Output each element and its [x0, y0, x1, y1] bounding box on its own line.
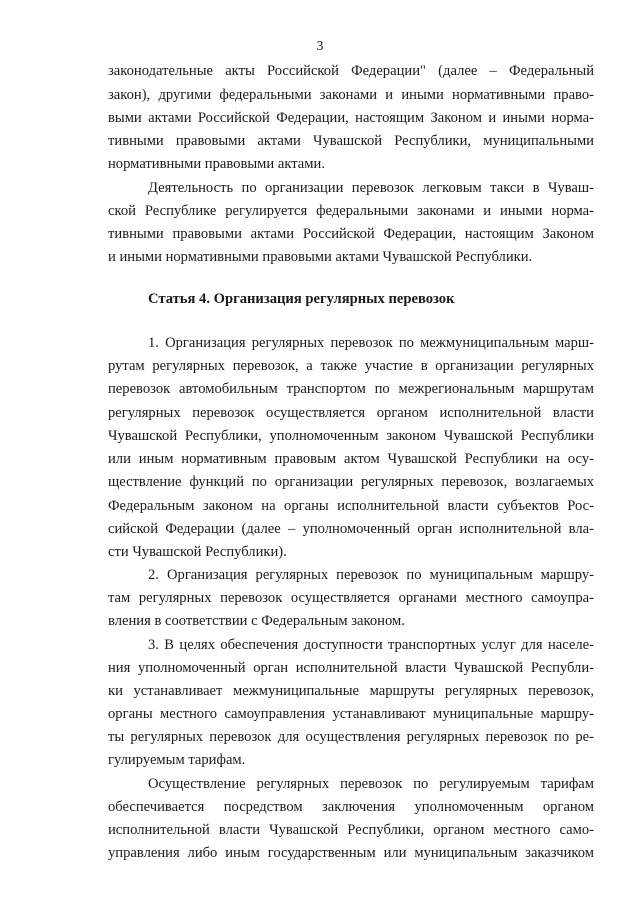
- text-line: тивными правовыми актами Чувашской Республики, муниципальными: [108, 133, 594, 149]
- text-line: Чувашской Республики, уполномоченным законом Чувашской Республики: [108, 428, 594, 444]
- text-line: гулируемым тарифам.: [108, 752, 246, 768]
- text-line: закон), другими федеральными законами и иными нормативными право-: [108, 87, 594, 103]
- text-line: или иным нормативным правовым актом Чувашской Республики на осу-: [108, 451, 594, 467]
- text-line: регулярных перевозок осуществляется органом исполнительной власти: [108, 405, 594, 421]
- text-line: ния уполномоченный орган исполнительной власти Чувашской Республи-: [108, 660, 594, 676]
- text-line: нормативными правовыми актами.: [108, 156, 325, 172]
- text-line: обеспечивается посредством заключения уполномоченным органом: [108, 799, 594, 815]
- text-line: Деятельность по организации перевозок легковым такси в Чуваш-: [148, 180, 594, 196]
- text-line: Федеральным законом на органы исполнительной власти субъектов Рос-: [108, 498, 594, 514]
- text-line: 3. В целях обеспечения доступности транспортных услуг для населе-: [148, 637, 594, 653]
- text-line: вления в соответствии с Федеральным законом.: [108, 613, 405, 629]
- text-line: рутам регулярных перевозок, а также участие в организации регулярных: [108, 358, 594, 374]
- text-line: тивными правовыми актами Российской Федерации, настоящим Законом: [108, 226, 594, 242]
- text-line: выми актами Российской Федерации, настоящим Законом и иными норма-: [108, 110, 594, 126]
- text-line: Осуществление регулярных перевозок по регулируемым тарифам: [148, 776, 594, 792]
- text-line: исполнительной власти Чувашской Республики, органом местного само-: [108, 822, 594, 838]
- text-line: там регулярных перевозок осуществляется органами местного самоупра-: [108, 590, 594, 606]
- text-line: и иными нормативными правовыми актами Чувашской Республики.: [108, 249, 533, 265]
- text-line: перевозок автомобильным транспортом по межрегиональным маршрутам: [108, 381, 594, 397]
- text-line: управления либо иным государственным или муниципальным заказчиком: [108, 845, 594, 861]
- page-number: 3: [316, 38, 324, 53]
- text-line: законодательные акты Российской Федерации" (далее – Федеральный: [108, 63, 594, 79]
- text-line: ществление функций по организации регулярных перевозок, возлагаемых: [108, 474, 594, 490]
- text-line: сти Чувашской Республики).: [108, 544, 287, 560]
- text-line: 1. Организация регулярных перевозок по межмуниципальным марш-: [148, 335, 594, 351]
- text-line: сийской Федерации (далее – уполномоченный орган исполнительной вла-: [108, 521, 594, 537]
- text-line: ты регулярных перевозок для осуществления регулярных перевозок по ре-: [108, 729, 594, 745]
- text-line: 2. Организация регулярных перевозок по муниципальным маршру-: [148, 567, 594, 583]
- text-line: ской Республике регулируется федеральными законами и иными норма-: [108, 203, 594, 219]
- text-line: органы местного самоуправления устанавливают муниципальные маршру-: [108, 706, 594, 722]
- article-heading: Статья 4. Организация регулярных перевозок: [148, 291, 455, 307]
- text-line: ки устанавливает межмуниципальные маршруты регулярных перевозок,: [108, 683, 594, 699]
